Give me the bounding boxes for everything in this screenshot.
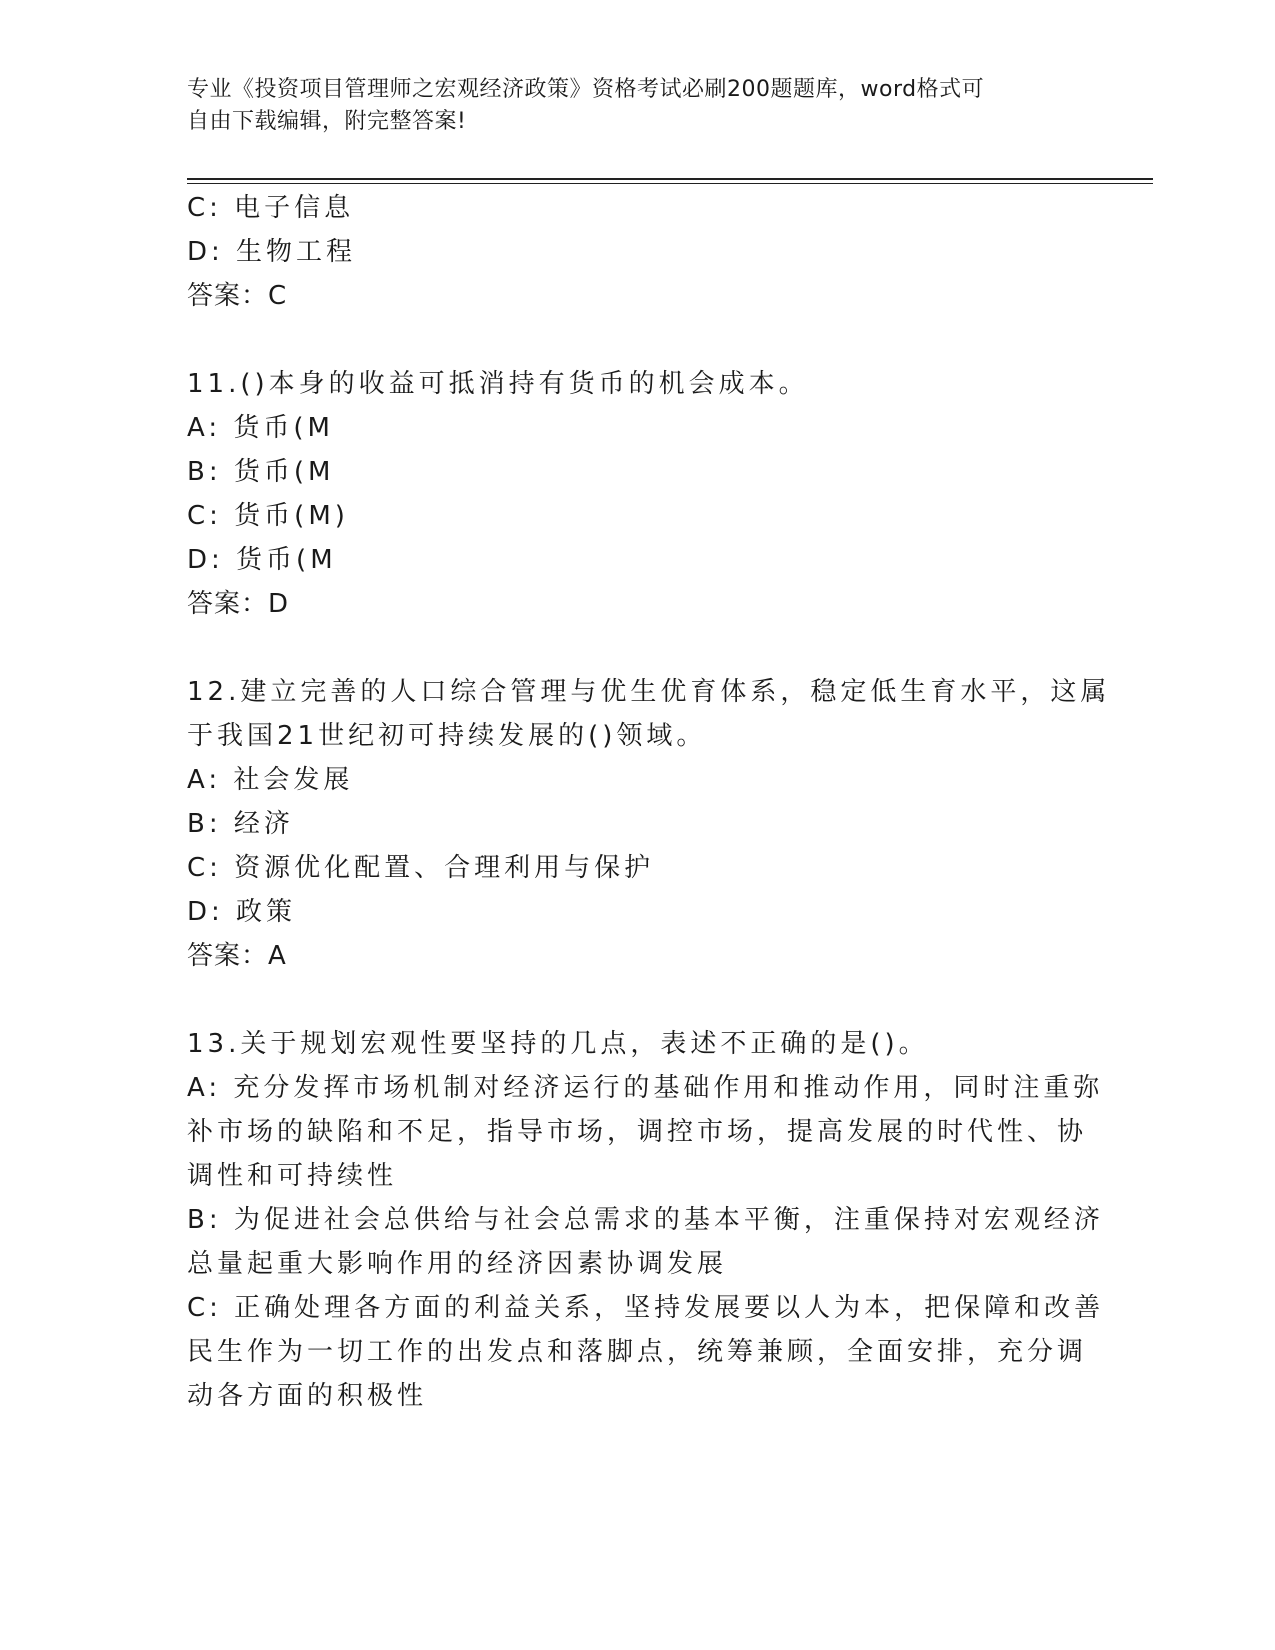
header-title-line-2: 自由下载编辑，附完整答案! <box>187 109 467 134</box>
q13-option-a-line-2: 补市场的缺陷和不足，指导市场，调控市场，提高发展的时代性、协 <box>187 1117 1088 1147</box>
q12-stem-line-1: 12.建立完善的人口综合管理与优生优育体系，稳定低生育水平，这属 <box>187 677 1111 707</box>
q13-option-a-line-1: A: 充分发挥市场机制对经济运行的基础作用和推动作用，同时注重弥 <box>187 1073 1104 1103</box>
q13-option-b-line-2: 总量起重大影响作用的经济因素协调发展 <box>187 1249 728 1279</box>
q12-stem-line-2: 于我国21世纪初可持续发展的()领域。 <box>187 721 707 751</box>
q12-option-c: C: 资源优化配置、合理利用与保护 <box>187 853 655 883</box>
q13-stem: 13.关于规划宏观性要坚持的几点，表述不正确的是()。 <box>187 1029 929 1059</box>
q12-option-a: A: 社会发展 <box>187 765 354 795</box>
q10-option-c: C: 电子信息 <box>187 193 355 223</box>
q13-option-b-line-1: B: 为促进社会总供给与社会总需求的基本平衡，注重保持对宏观经济 <box>187 1205 1104 1235</box>
q11-stem: 11.()本身的收益可抵消持有货币的机会成本。 <box>187 369 809 399</box>
header-rule-thin <box>187 183 1153 184</box>
q13-option-c-line-2: 民生作为一切工作的出发点和落脚点，统筹兼顾，全面安排，充分调 <box>187 1337 1088 1367</box>
q12-option-d: D: 政策 <box>187 897 297 927</box>
q13-option-a-line-3: 调性和可持续性 <box>187 1161 398 1191</box>
q11-option-b: B: 货币(M <box>187 457 335 487</box>
q11-option-c: C: 货币(M) <box>187 501 349 531</box>
document-header <box>187 74 1067 138</box>
q12-option-b: B: 经济 <box>187 809 294 839</box>
q13-option-c-line-1: C: 正确处理各方面的利益关系，坚持发展要以人为本，把保障和改善 <box>187 1293 1105 1323</box>
q11-option-d: D: 货币(M <box>187 545 337 575</box>
q10-answer: 答案：C <box>187 281 288 311</box>
header-rule-thick <box>187 178 1153 180</box>
q12-answer: 答案：A <box>187 941 287 971</box>
q11-answer: 答案：D <box>187 589 290 619</box>
q13-option-c-line-3: 动各方面的积极性 <box>187 1381 428 1411</box>
q10-option-d: D: 生物工程 <box>187 237 357 267</box>
header-title-line-1: 专业《投资项目管理师之宏观经济政策》资格考试必刷200题题库，word格式可 <box>187 77 985 102</box>
q11-option-a: A: 货币(M <box>187 413 334 443</box>
